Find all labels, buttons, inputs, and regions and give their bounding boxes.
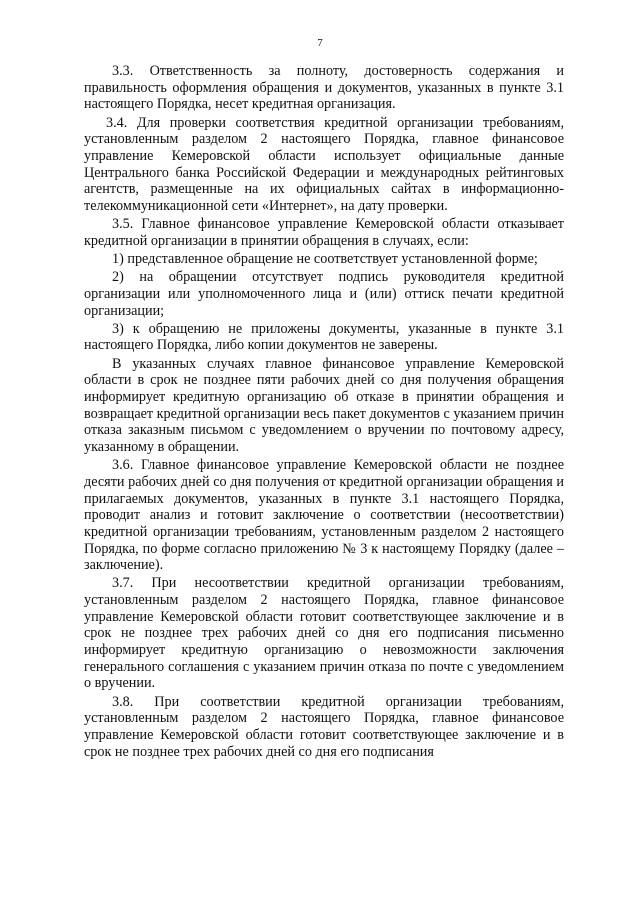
list-item-3: 3) к обращению не приложены документы, указанные в пункте 3.1 настоящего Порядка, либо копии документов не заверены. — [84, 320, 564, 354]
paragraph-refusal-procedure: В указанных случаях главное финансовое управление Кемеровской области в срок не позднее пяти рабочих дней со дня получения обращения информирует кредитную организацию об отказе в принятии обращения и возвращает кредитной организации весь пакет документов с указанием причин отказа заказным письмом с уведомлением о вручении по почтовому адресу, указанному в обращении. — [84, 355, 564, 455]
paragraph-3-8: 3.8. При соответствии кредитной организации требованиям, установленным разделом 2 настоящего Порядка, главное финансовое управление Кемеровской области готовит соответствующее заключение и в срок не позднее трех рабочих дней со дня его подписания — [84, 693, 564, 760]
list-item-2: 2) на обращении отсутствует подпись руководителя кредитной организации или уполномоченного лица и (или) оттиск печати кредитной организации; — [84, 269, 564, 319]
paragraph-3-7: 3.7. При несоответствии кредитной организации требованиям, установленным разделом 2 настоящего Порядка, главное финансовое управление Кемеровской области готовит соответствующее заключение и в срок не позднее трех рабочих дней со дня его подписания письменно информирует кредитную организацию о невозможности заключения генерального соглашения с указанием причин отказа по почте с уведомлением о вручении. — [84, 575, 564, 692]
list-item-1: 1) представленное обращение не соответствует установленной форме; — [112, 251, 538, 267]
paragraph-3-5: 3.5. Главное финансовое управление Кемеровской области отказывает кредитной организации в принятии обращения в случаях, если: — [84, 216, 564, 249]
page-number: 7 — [317, 37, 323, 49]
paragraph-3-3: 3.3. Ответственность за полноту, достоверность содержания и правильность оформления обращения и документов, указанных в пункте 3.1 настоящего Порядка, несет кредитная организация. — [84, 63, 564, 113]
document-body — [84, 63, 564, 762]
paragraph-3-4: 3.4. Для проверки соответствия кредитной организации требованиям, установленным разделом 2 настоящего Порядка, главное финансовое управление Кемеровской области использует официальные данные Центрального банка Российской Федерации и международных рейтинговых агентств, размещенные на их официальных сайтах в информационно-телекоммуникационной сети «Интернет», на дату проверки. — [84, 114, 564, 214]
paragraph-3-6: 3.6. Главное финансовое управление Кемеровской области не позднее десяти рабочих дней со дня получения от кредитной организации обращения и прилагаемых документов, указанных в пункте 3.1 настоящего Порядка, проводит анализ и готовит заключение о соответствии (несоответствии) кредитной организации требованиям, установленным разделом 2 настоящего Порядка, по форме согласно приложению № 3 к настоящему Порядку (далее – заключение). — [84, 457, 564, 574]
